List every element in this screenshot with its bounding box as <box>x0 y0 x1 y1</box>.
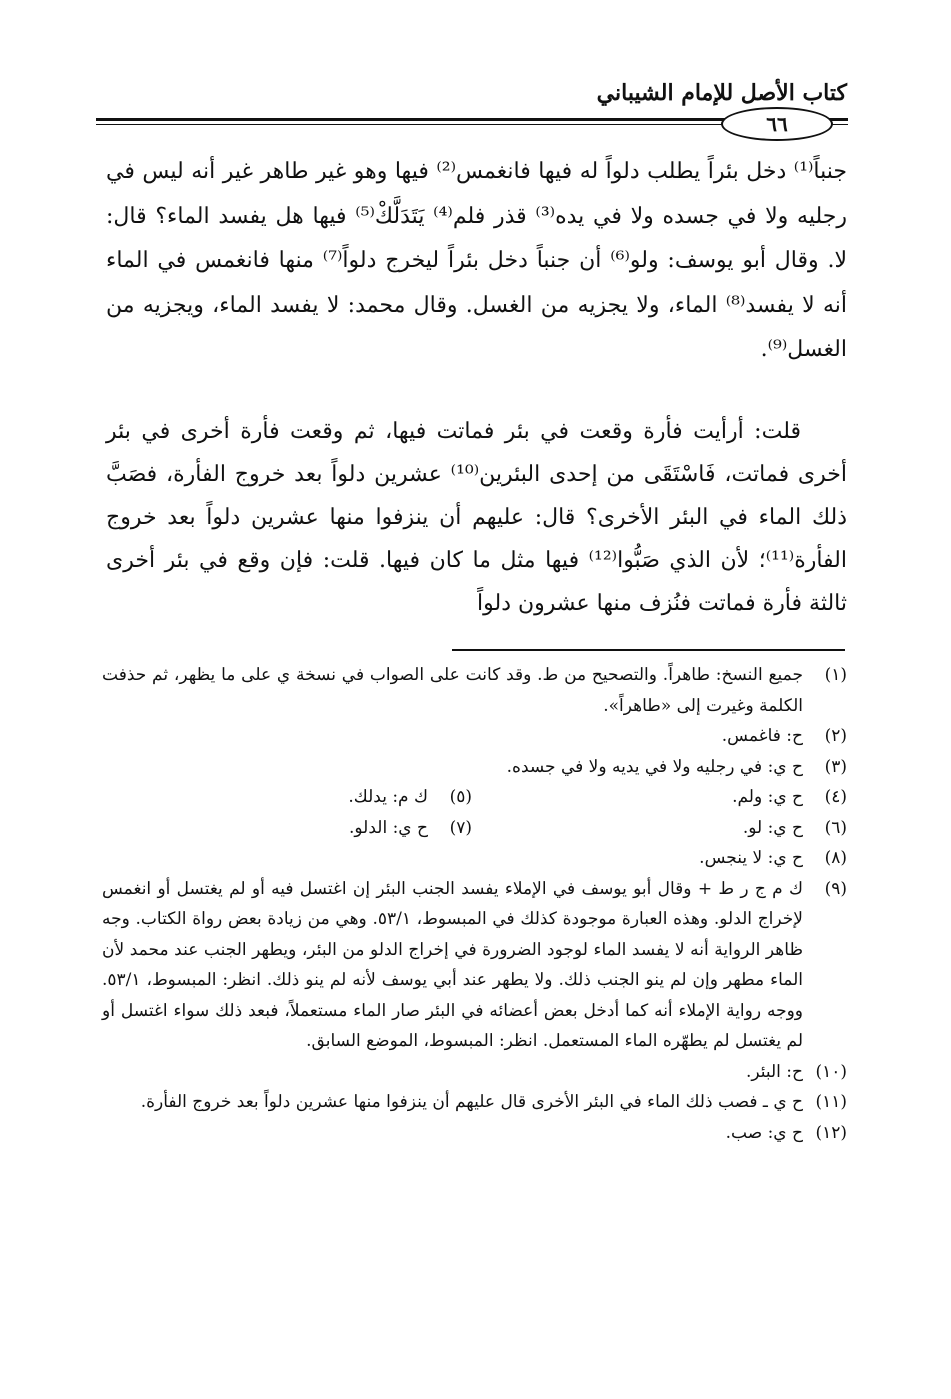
footnote-separator <box>452 649 845 651</box>
body-paragraph-2: قلت: أرأيت فأرة وقعت في بئر فماتت فيها، ثم وقعت فأرة أخرى في بئر أخرى فماتت، فَاسْتَقَى من إحدى البئرين⁽¹⁰⁾ عشرين دلواً بعد خروج الفأرة، فصَبَّ ذلك الماء في البئر الأخرى؟ قال: عليهم أن ينزفوا منها عشرين دلواً بعد خروج الفأرة⁽¹¹⁾؛ لأن الذي صَبُّوا⁽¹²⁾ فيها مثل ما كان فيها. قلت: فإن وقع في بئر أخرى ثالثة فأرة فماتت فنُزف منها عشرون دلواً <box>106 419 848 616</box>
footnote-text: ح: البئر. <box>745 1061 803 1082</box>
footnote-6 <box>472 813 847 844</box>
page-number-badge <box>721 107 833 141</box>
footnote-number: (٥) <box>449 787 472 807</box>
footnote-text: ح ي: الدلو. <box>348 817 428 838</box>
page-number: ٦٦ <box>766 112 788 136</box>
footnote-text: ح: فاغمس. <box>721 726 803 746</box>
footnote-3 <box>102 752 847 783</box>
footnote-1 <box>102 660 847 721</box>
footnote-number: (١٢) <box>815 1122 847 1143</box>
footnotes-list <box>102 660 847 1148</box>
footnote-text: ح ي: في رجليه ولا في يديه ولا في جسده. <box>506 756 803 777</box>
footnote-number: (١) <box>824 665 847 685</box>
footnote-number: (١٠) <box>815 1061 847 1082</box>
footnote-text: ك م: يدلك. <box>348 787 428 807</box>
footnote-number: (٤) <box>824 787 847 807</box>
footnote-5 <box>97 782 472 813</box>
footnote-2 <box>102 721 847 752</box>
footnote-text: ح ي: صب. <box>725 1122 803 1143</box>
footnote-text: ح ي: ولم. <box>732 787 803 807</box>
footnote-4 <box>472 782 847 813</box>
footnote-number: (٣) <box>824 756 847 777</box>
footnote-9 <box>102 874 847 1057</box>
book-title: كتاب الأصل للإمام الشيباني <box>596 80 847 106</box>
body-paragraph-1: جنباً⁽¹⁾ دخل بئراً يطلب دلواً له فيها فانغمس⁽²⁾ فيها وهو غير طاهر غير أنه ليس في رجليه ولا في جسده ولا في يده⁽³⁾ قذر فلم⁽⁴⁾ يَتَدَلَّكْ⁽⁵⁾ فيها هل يفسد الماء؟ قال: لا. وقال أبو يوسف: ولو⁽⁶⁾ أن جنباً دخل بئراً ليخرج دلواً⁽⁷⁾ منها فانغمس في الماء أنه لا يفسد⁽⁸⁾ الماء، ولا يجزيه من الغسل. وقال محمد: لا يفسد الماء، ويجزيه من الغسل⁽⁹⁾. <box>106 159 847 362</box>
footnote-text: ح ي ـ فصب ذلك الماء في البئر الأخرى قال عليهم أن ينزفوا منها عشرين دلواً بعد خروج الفأرة. <box>140 1092 803 1112</box>
footnote-text: ح ي: لا ينجس. <box>699 848 803 868</box>
footnote-11 <box>102 1087 847 1118</box>
footnote-number: (١١) <box>815 1092 847 1112</box>
footnote-8 <box>102 843 847 874</box>
footnote-text: ك م ج ر ط + وقال أبو يوسف في الإملاء يفسد الجنب البئر إن اغتسل فيه أو لم يغتسل أو انغمس لإخراج الدلو. وهذه العبارة موجودة كذلك في المبسوط، ٥٣/١. وهي من زيادة بعض رواة الكتاب. وجه ظاهر الرواية أنه لا يفسد الماء لوجود الضرورة في إخراج الدلو من البئر، ويطهر الجنب عند محمد لأن الماء مطهر وإن لم ينو الجنب ذلك. ولا يطهر عند أبي يوسف لأنه لم ينو ذلك. انظر: المبسوط، ٥٣/١. ووجه رواية الإملاء أنه كما أدخل بعض أعضائه في البئر صار الماء مستعملاً، فبعد ذلك سواء اغتسل أو لم يغتسل لم يطهّره الماء المستعمل. انظر: المبسوط، الموضع السابق. <box>102 878 803 1051</box>
footnote-10 <box>102 1057 847 1088</box>
footnote-number: (٨) <box>824 848 847 868</box>
footnote-number: (٧) <box>449 817 472 838</box>
footnote-12 <box>102 1118 847 1149</box>
footnote-text: ح ي: لو. <box>742 817 803 838</box>
footnote-number: (٦) <box>824 817 847 838</box>
footnote-number: (٩) <box>824 878 847 899</box>
footnote-7 <box>97 813 472 844</box>
footnote-number: (٢) <box>824 726 847 746</box>
footnote-pair-4-5 <box>102 782 847 813</box>
footnote-pair-6-7 <box>102 813 847 844</box>
footnote-text: جميع النسخ: طاهراً. والتصحيح من ط. وقد كانت على الصواب في نسخة ي على ما يظهر، ثم حذفت الكلمة وغيرت إلى «طاهراً». <box>102 665 803 716</box>
